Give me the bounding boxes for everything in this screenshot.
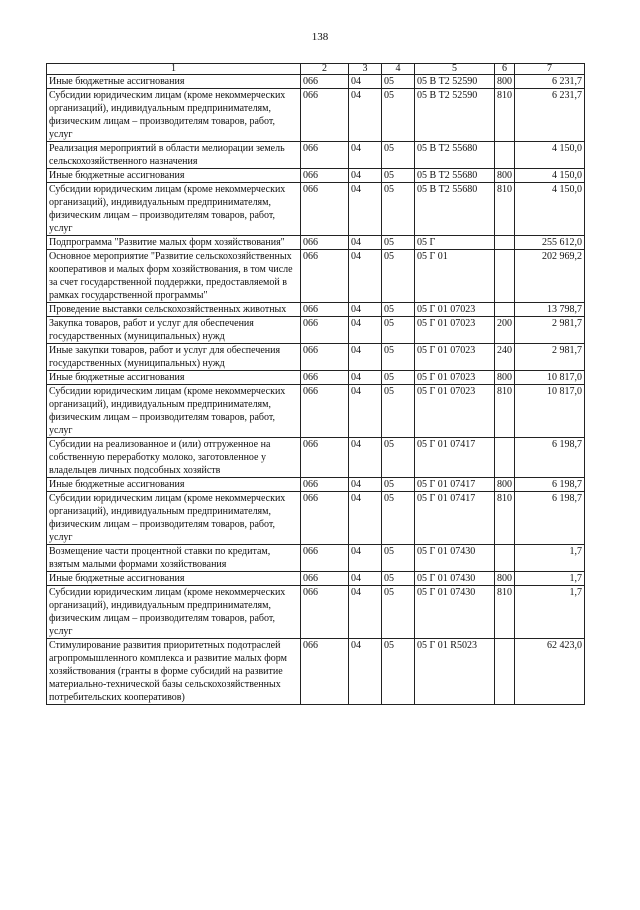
ministry-code-cell: 066: [301, 492, 349, 545]
row-name-cell: Подпрограмма "Развитие малых форм хозяйствования": [47, 236, 301, 250]
target-article-cell: 05 Г 01 07430: [415, 545, 495, 572]
section-code-cell: 04: [349, 344, 382, 371]
target-article-cell: 05 Г 01 07023: [415, 344, 495, 371]
subsection-code-cell: 05: [382, 142, 415, 169]
row-name-cell: Субсидии юридическим лицам (кроме некоммерческих организаций), индивидуальным предпринимателям, физическим лицам – производителям товаров, работ, услуг: [47, 89, 301, 142]
subsection-code-cell: 05: [382, 639, 415, 705]
amount-cell: 2 981,7: [515, 317, 585, 344]
subsection-code-cell: 05: [382, 545, 415, 572]
expense-type-cell: 810: [495, 586, 515, 639]
page-number: 138: [311, 31, 329, 43]
table-row: [47, 492, 585, 545]
amount-cell: 202 969,2: [515, 250, 585, 303]
amount-cell: 10 817,0: [515, 385, 585, 438]
ministry-code-cell: 066: [301, 478, 349, 492]
section-code-cell: 04: [349, 586, 382, 639]
amount-cell: 1,7: [515, 586, 585, 639]
row-name-cell: Субсидии на реализованное и (или) отгруженное на собственную переработку молоко, заготовленное у владельцев личных подсобных хозяйств: [47, 438, 301, 478]
table-row: [47, 169, 585, 183]
row-name-cell: Иные бюджетные ассигнования: [47, 75, 301, 89]
row-name-cell: Основное мероприятие "Развитие сельскохозяйственных кооперативов и малых форм хозяйствования, в том числе за счет государственной поддержки, предоставляемой в рамках государственной программы": [47, 250, 301, 303]
ministry-code-cell: 066: [301, 572, 349, 586]
amount-cell: 6 198,7: [515, 492, 585, 545]
section-code-cell: 04: [349, 183, 382, 236]
ministry-code-cell: 066: [301, 371, 349, 385]
amount-cell: 2 981,7: [515, 344, 585, 371]
row-name-cell: Реализация мероприятий в области мелиорации земель сельскохозяйственного назначения: [47, 142, 301, 169]
target-article-cell: 05 Г 01 07430: [415, 572, 495, 586]
row-name-cell: Возмещение части процентной ставки по кредитам, взятым малыми формами хозяйствования: [47, 545, 301, 572]
expense-type-cell: [495, 438, 515, 478]
expense-type-cell: 810: [495, 492, 515, 545]
subsection-code-cell: 05: [382, 438, 415, 478]
amount-cell: 1,7: [515, 545, 585, 572]
amount-cell: 6 198,7: [515, 438, 585, 478]
target-article-cell: 05 Г 01 07023: [415, 385, 495, 438]
expense-type-cell: 800: [495, 75, 515, 89]
row-name-cell: Иные бюджетные ассигнования: [47, 572, 301, 586]
ministry-code-cell: 066: [301, 317, 349, 344]
section-code-cell: 04: [349, 89, 382, 142]
table-row: [47, 344, 585, 371]
subsection-code-cell: 05: [382, 183, 415, 236]
amount-cell: 6 198,7: [515, 478, 585, 492]
target-article-cell: 05 Г 01 07430: [415, 586, 495, 639]
expense-type-cell: 810: [495, 385, 515, 438]
subsection-code-cell: 05: [382, 317, 415, 344]
column-header: 6: [495, 64, 515, 75]
expense-type-cell: [495, 142, 515, 169]
section-code-cell: 04: [349, 438, 382, 478]
ministry-code-cell: 066: [301, 183, 349, 236]
amount-cell: 10 817,0: [515, 371, 585, 385]
subsection-code-cell: 05: [382, 89, 415, 142]
column-header: 1: [47, 64, 301, 75]
column-header: 5: [415, 64, 495, 75]
row-name-cell: Субсидии юридическим лицам (кроме некоммерческих организаций), индивидуальным предпринимателям, физическим лицам – производителям товаров, работ, услуг: [47, 385, 301, 438]
expense-type-cell: [495, 545, 515, 572]
row-name-cell: Иные бюджетные ассигнования: [47, 371, 301, 385]
table-body: [47, 75, 585, 705]
target-article-cell: 05 В Т2 55680: [415, 142, 495, 169]
column-header: 4: [382, 64, 415, 75]
amount-cell: 6 231,7: [515, 75, 585, 89]
section-code-cell: 04: [349, 250, 382, 303]
expense-type-cell: [495, 303, 515, 317]
row-name-cell: Проведение выставки сельскохозяйственных животных: [47, 303, 301, 317]
ministry-code-cell: 066: [301, 586, 349, 639]
table-row: [47, 639, 585, 705]
expense-type-cell: 810: [495, 183, 515, 236]
target-article-cell: 05 Г 01 07023: [415, 317, 495, 344]
table-row: [47, 545, 585, 572]
section-code-cell: 04: [349, 317, 382, 344]
ministry-code-cell: 066: [301, 385, 349, 438]
subsection-code-cell: 05: [382, 75, 415, 89]
row-name-cell: Субсидии юридическим лицам (кроме некоммерческих организаций), индивидуальным предпринимателям, физическим лицам – производителям товаров, работ, услуг: [47, 183, 301, 236]
expense-type-cell: 800: [495, 572, 515, 586]
table-row: [47, 371, 585, 385]
target-article-cell: 05 В Т2 55680: [415, 183, 495, 236]
expense-type-cell: 200: [495, 317, 515, 344]
row-name-cell: Стимулирование развития приоритетных подотраслей агропромышленного комплекса и развитие малых форм хозяйствования (гранты в форме субсидий на развитие материально-технической базы сельскохозяйственных потребительских кооперативов): [47, 639, 301, 705]
table-row: [47, 183, 585, 236]
table-row: [47, 250, 585, 303]
amount-cell: 13 798,7: [515, 303, 585, 317]
table-row: [47, 572, 585, 586]
row-name-cell: Субсидии юридическим лицам (кроме некоммерческих организаций), индивидуальным предпринимателям, физическим лицам – производителям товаров, работ, услуг: [47, 586, 301, 639]
subsection-code-cell: 05: [382, 344, 415, 371]
section-code-cell: 04: [349, 572, 382, 586]
target-article-cell: 05 Г 01 07023: [415, 371, 495, 385]
ministry-code-cell: 066: [301, 639, 349, 705]
amount-cell: 4 150,0: [515, 183, 585, 236]
expense-type-cell: [495, 236, 515, 250]
row-name-cell: Субсидии юридическим лицам (кроме некоммерческих организаций), индивидуальным предпринимателям, физическим лицам – производителям товаров, работ, услуг: [47, 492, 301, 545]
section-code-cell: 04: [349, 169, 382, 183]
expense-type-cell: 800: [495, 371, 515, 385]
ministry-code-cell: 066: [301, 303, 349, 317]
ministry-code-cell: 066: [301, 250, 349, 303]
row-name-cell: Иные бюджетные ассигнования: [47, 478, 301, 492]
target-article-cell: 05 Г 01 07023: [415, 303, 495, 317]
amount-cell: 62 423,0: [515, 639, 585, 705]
amount-cell: 4 150,0: [515, 142, 585, 169]
table-row: [47, 89, 585, 142]
ministry-code-cell: 066: [301, 236, 349, 250]
column-header: 2: [301, 64, 349, 75]
amount-cell: 255 612,0: [515, 236, 585, 250]
ministry-code-cell: 066: [301, 438, 349, 478]
section-code-cell: 04: [349, 545, 382, 572]
subsection-code-cell: 05: [382, 236, 415, 250]
ministry-code-cell: 066: [301, 545, 349, 572]
budget-table: [46, 63, 585, 705]
ministry-code-cell: 066: [301, 142, 349, 169]
ministry-code-cell: 066: [301, 344, 349, 371]
target-article-cell: 05 В Т2 55680: [415, 169, 495, 183]
table-row: [47, 438, 585, 478]
expense-type-cell: [495, 639, 515, 705]
column-header: 3: [349, 64, 382, 75]
table-row: [47, 303, 585, 317]
section-code-cell: 04: [349, 142, 382, 169]
subsection-code-cell: 05: [382, 385, 415, 438]
subsection-code-cell: 05: [382, 371, 415, 385]
ministry-code-cell: 066: [301, 169, 349, 183]
expense-type-cell: 800: [495, 169, 515, 183]
ministry-code-cell: 066: [301, 75, 349, 89]
subsection-code-cell: 05: [382, 478, 415, 492]
target-article-cell: 05 Г 01 07417: [415, 478, 495, 492]
section-code-cell: 04: [349, 236, 382, 250]
subsection-code-cell: 05: [382, 169, 415, 183]
row-name-cell: Иные бюджетные ассигнования: [47, 169, 301, 183]
section-code-cell: 04: [349, 371, 382, 385]
table-row: [47, 317, 585, 344]
table-row: [47, 478, 585, 492]
subsection-code-cell: 05: [382, 572, 415, 586]
expense-type-cell: 810: [495, 89, 515, 142]
expense-type-cell: [495, 250, 515, 303]
row-name-cell: Иные закупки товаров, работ и услуг для обеспечения государственных (муниципальных) нужд: [47, 344, 301, 371]
target-article-cell: 05 В Т2 52590: [415, 89, 495, 142]
section-code-cell: 04: [349, 478, 382, 492]
table-row: [47, 142, 585, 169]
amount-cell: 1,7: [515, 572, 585, 586]
header-row: [47, 64, 585, 75]
section-code-cell: 04: [349, 492, 382, 545]
section-code-cell: 04: [349, 303, 382, 317]
table-row: [47, 236, 585, 250]
target-article-cell: 05 В Т2 52590: [415, 75, 495, 89]
target-article-cell: 05 Г 01 07417: [415, 438, 495, 478]
expense-type-cell: 240: [495, 344, 515, 371]
row-name-cell: Закупка товаров, работ и услуг для обеспечения государственных (муниципальных) нужд: [47, 317, 301, 344]
target-article-cell: 05 Г 01 R5023: [415, 639, 495, 705]
column-header: 7: [515, 64, 585, 75]
subsection-code-cell: 05: [382, 250, 415, 303]
subsection-code-cell: 05: [382, 303, 415, 317]
target-article-cell: 05 Г: [415, 236, 495, 250]
target-article-cell: 05 Г 01: [415, 250, 495, 303]
table-row: [47, 586, 585, 639]
section-code-cell: 04: [349, 639, 382, 705]
expense-type-cell: 800: [495, 478, 515, 492]
target-article-cell: 05 Г 01 07417: [415, 492, 495, 545]
amount-cell: 4 150,0: [515, 169, 585, 183]
subsection-code-cell: 05: [382, 586, 415, 639]
ministry-code-cell: 066: [301, 89, 349, 142]
table-row: [47, 75, 585, 89]
subsection-code-cell: 05: [382, 492, 415, 545]
section-code-cell: 04: [349, 75, 382, 89]
table-row: [47, 385, 585, 438]
section-code-cell: 04: [349, 385, 382, 438]
amount-cell: 6 231,7: [515, 89, 585, 142]
